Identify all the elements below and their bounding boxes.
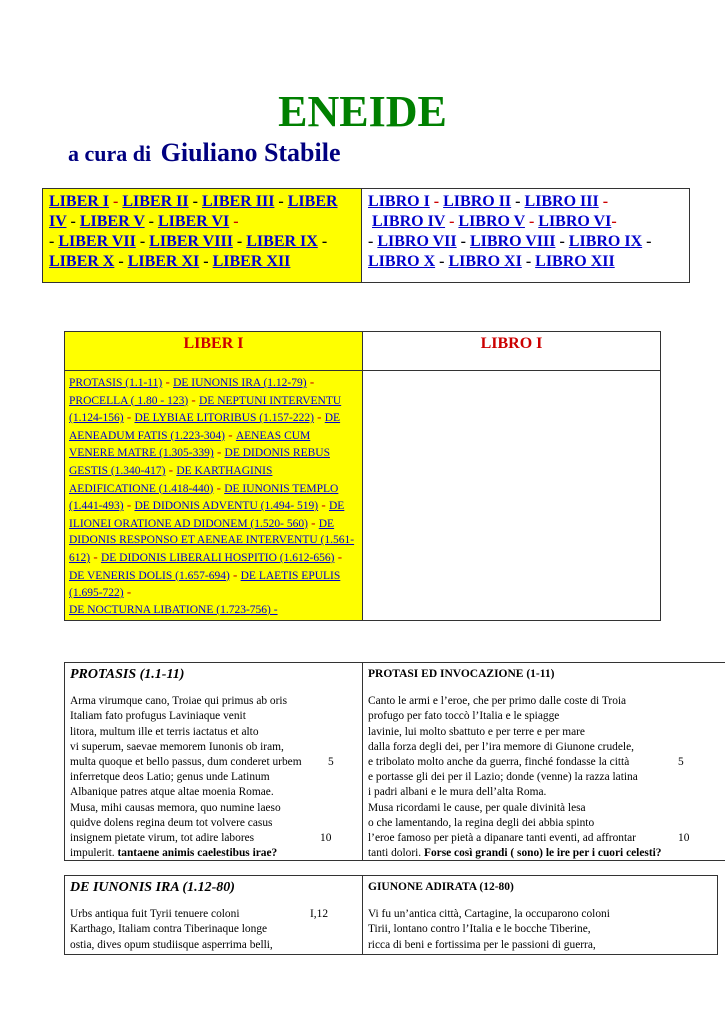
verse-line: Italiam fato profugus Laviniaque venit <box>70 710 246 723</box>
nav-liber-8[interactable]: LIBER VIII <box>149 233 233 250</box>
section-protasis-latin <box>64 662 363 861</box>
subtitle-prefix: a cura di <box>68 141 152 166</box>
nav-libro-7[interactable]: LIBRO VII <box>377 233 457 250</box>
verse-line-with-number <box>70 831 357 846</box>
nav-liber-9[interactable]: LIBER IX <box>246 233 318 250</box>
verse-line: o che lamentando, la regina degli dei abbia spinto <box>368 816 595 829</box>
verse-line: quidve dolens regina deum tot volvere casus <box>70 816 273 829</box>
verse-line: litora, multum ille et terris iactatus et alto <box>70 725 259 738</box>
toc-link[interactable]: DE AENEADUM FATIS (1.223-304) <box>69 412 341 442</box>
verse-line: dalla forza degli dei, per l’ira memore di Giunone crudele, <box>368 740 634 753</box>
verse-line: Albanique patres atque altae moenia Romae. <box>70 786 274 799</box>
verse-line-with-number <box>368 831 720 846</box>
nav-liber-6[interactable]: LIBER VI <box>157 213 230 230</box>
nav-liber-3[interactable]: LIBER III <box>201 193 275 210</box>
verse-line: Musa ricordami le cause, per quale divinità lesa <box>368 801 586 814</box>
verse-text: multa quoque et bello passus, dum conderet urbem <box>70 756 302 769</box>
verse-line: Tirii, lontano contro l’Italia e le bocche Tiberine, <box>368 923 591 936</box>
toc-link[interactable]: AENEAS CUM VENERE MATRE (1.305-339) <box>69 429 311 460</box>
nav-liber-4[interactable]: LIBER IV <box>49 193 338 230</box>
verse-line: vi superum, saevae memorem Iunonis ob iram, <box>70 740 284 753</box>
verse-line: lavinie, lui molto sbattuto e per terre e per mare <box>368 725 585 738</box>
nav-libro-10[interactable]: LIBRO X <box>368 253 436 270</box>
nav-libro-3[interactable]: LIBRO III <box>524 193 599 210</box>
verse-line-with-number <box>70 907 357 922</box>
nav-liber-7[interactable]: LIBER VII <box>58 233 136 250</box>
verse-line: Arma virumque cano, Troiae qui primus ab oris <box>70 695 288 708</box>
section-giunone-adirata-italian <box>362 875 718 955</box>
line-number: 5 <box>328 756 334 769</box>
toc-link[interactable]: DE ILIONEI ORATIONE AD DIDONEM (1.520- 560) <box>69 500 345 530</box>
toc-link[interactable]: DE LYBIAE LITORIBUS (1.157-222) <box>134 412 314 425</box>
page-subtitle <box>68 138 341 168</box>
nav-liber-10[interactable]: LIBER X <box>49 253 115 270</box>
line-number: 10 <box>678 832 690 845</box>
line-number: 5 <box>678 756 684 769</box>
verse-line: inferretque deos Latio; genus unde Latinum <box>70 771 270 784</box>
nav-libro-1[interactable]: LIBRO I <box>368 193 430 210</box>
verse-line: i padri albani e le mura dell’alta Roma. <box>368 786 547 799</box>
nav-libro-11[interactable]: LIBRO XI <box>448 253 522 270</box>
verse-text: tanti dolori. <box>368 847 422 860</box>
verse-line-with-number <box>70 755 357 770</box>
verse-text: impulerit. <box>70 847 115 860</box>
verse-text: Urbs antiqua fuit Tyrii tenuere coloni <box>70 908 240 921</box>
toc-latin: PROTASIS (1.1-11) - DE IUNONIS IRA (1.12-79) - PROCELLA ( 1.80 - 123) - DE NEPTUNI INTERVENTU (1.124-156) - DE LYBIAE LITORIBUS (1.157-222) - DE AENEADUM FATIS (1.223-304) - AENEAS CUM VENERE MATRE (1.305-339) - DE DIDONIS REBUS GESTIS (1.340-417) - DE KARTHAGINIS AEDIFICATIONE (1.418-440) - DE IUNONIS TEMPLO (1.441-493) - DE DIDONIS ADVENTU (1.494- 519) - DE ILIONEI ORATIONE AD DIDONEM (1.520- 560) - DE DIDONIS RESPONSO ET AENEAE INTERVENTU (1.561-612) - DE DIDONIS LIBERALI HOSPITIO (1.612-656) - DE VENERIS DOLIS (1.657-694) - DE LAETIS EPULIS (1.695-722) - DE NOCTURNA LIBATIONE (1.723-756) - <box>64 370 363 621</box>
nav-liber-2[interactable]: LIBER II <box>122 193 189 210</box>
verse-line: e portasse gli dei per il Lazio; donde (venne) la razza latina <box>368 771 638 784</box>
toc-italian <box>362 370 661 621</box>
line-number: 10 <box>320 832 332 845</box>
nav-libro-4[interactable]: LIBRO IV <box>372 213 446 230</box>
verse-text: l’eroe famoso per pietà a dipanare tanti eventi, ad affrontar <box>368 832 636 845</box>
section-title: PROTASI ED INVOCAZIONE (1-11) <box>368 668 555 680</box>
nav-italian-books: LIBRO I - LIBRO II - LIBRO III - LIBRO IV - LIBRO V - LIBRO VI- - LIBRO VII - LIBRO VIII - LIBRO IX - LIBRO X - LIBRO XI - LIBRO XII <box>361 188 690 283</box>
verse-line-with-number <box>368 755 720 770</box>
author-name: Giuliano Stabile <box>160 138 341 167</box>
verse-text: insignem pietate virum, tot adire labores <box>70 832 255 845</box>
toc-link[interactable]: DE NOCTURNA LIBATIONE (1.723-756) - <box>69 603 278 616</box>
verse-line: Vi fu un’antica città, Cartagine, la occuparono coloni <box>368 908 610 921</box>
toc-link[interactable]: DE IUNONIS TEMPLO (1.441-493) <box>69 482 339 513</box>
nav-libro-5[interactable]: LIBRO V <box>458 213 525 230</box>
toc-link[interactable]: DE DIDONIS LIBERALI HOSPITIO (1.612-656) <box>100 551 335 564</box>
nav-libro-6[interactable]: LIBRO VI <box>538 213 612 230</box>
nav-libro-8[interactable]: LIBRO VIII <box>469 233 556 250</box>
verse-line: ricca di beni e fortissima per le passioni di guerra, <box>368 938 596 951</box>
toc-link[interactable]: PROTASIS (1.1-11) <box>69 377 163 389</box>
nav-libro-2[interactable]: LIBRO II <box>443 193 512 210</box>
page-title: ENEIDE <box>278 87 447 136</box>
toc-link[interactable]: DE DIDONIS ADVENTU (1.494- 519) <box>134 500 319 513</box>
verse-text: e tribolato molto anche da guerra, finché fondasse la città <box>368 756 630 769</box>
verse-line <box>368 846 720 861</box>
toc-link[interactable]: DE DIDONIS REBUS GESTIS (1.340-417) <box>69 447 330 477</box>
toc-link[interactable]: DE DIDONIS RESPONSO ET AENEAE INTERVENTU (1.561-612) <box>69 517 355 564</box>
verse-line <box>70 846 357 861</box>
verse-line: Musa, mihi causas memora, quo numine laeso <box>70 801 281 814</box>
verse-line: profugo per fato toccò l’Italia e le spiagge <box>368 710 560 723</box>
verse-line: Karthago, Italiam contra Tiberinaque longe <box>70 923 268 936</box>
section-iunonis-ira-latin <box>64 875 363 955</box>
section-title: GIUNONE ADIRATA (12-80) <box>368 881 514 893</box>
nav-liber-1[interactable]: LIBER I <box>49 193 110 210</box>
toc-link[interactable]: DE IUNONIS IRA (1.12-79) <box>173 377 307 389</box>
toc-link[interactable]: PROCELLA ( 1.80 - 123) <box>69 394 189 407</box>
verse-line: ostia, dives opum studiisque asperrima belli, <box>70 938 273 951</box>
toc-link[interactable]: DE NEPTUNI INTERVENTU (1.124-156) <box>69 394 342 425</box>
nav-liber-12[interactable]: LIBER XII <box>212 253 291 270</box>
nav-liber-5[interactable]: LIBER V <box>79 213 145 230</box>
toc-link[interactable]: DE VENERIS DOLIS (1.657-694) <box>69 569 230 582</box>
nav-liber-11[interactable]: LIBER XI <box>127 253 200 270</box>
line-number: I,12 <box>310 908 329 921</box>
toc-link[interactable]: DE KARTHAGINIS AEDIFICATIONE (1.418-440) <box>69 464 273 495</box>
nav-libro-12[interactable]: LIBRO XII <box>535 253 615 270</box>
nav-libro-9[interactable]: LIBRO IX <box>568 233 643 250</box>
verse-bold: Forse così grandi ( sono) le ire per i cuori celesti? <box>424 847 662 860</box>
section-protasis-italian <box>362 662 725 861</box>
section-title: PROTASIS (1.1-11) <box>70 667 185 682</box>
book-header-latin: LIBER I <box>64 331 363 371</box>
book-header-italian: LIBRO I <box>362 331 661 371</box>
verse-bold: tantaene animis caelestibus irae? <box>117 847 278 860</box>
nav-latin-books: LIBER I - LIBER II - LIBER III - LIBER IV - LIBER V - LIBER VI - - LIBER VII - LIBER VIII - LIBER IX - LIBER X - LIBER XI - LIBER XII <box>42 188 362 283</box>
section-title: DE IUNONIS IRA (1.12-80) <box>70 880 235 895</box>
verse-line: Canto le armi e l’eroe, che per primo dalle coste di Troia <box>368 695 627 708</box>
toc-link[interactable]: DE LAETIS EPULIS (1.695-722) <box>69 569 341 600</box>
